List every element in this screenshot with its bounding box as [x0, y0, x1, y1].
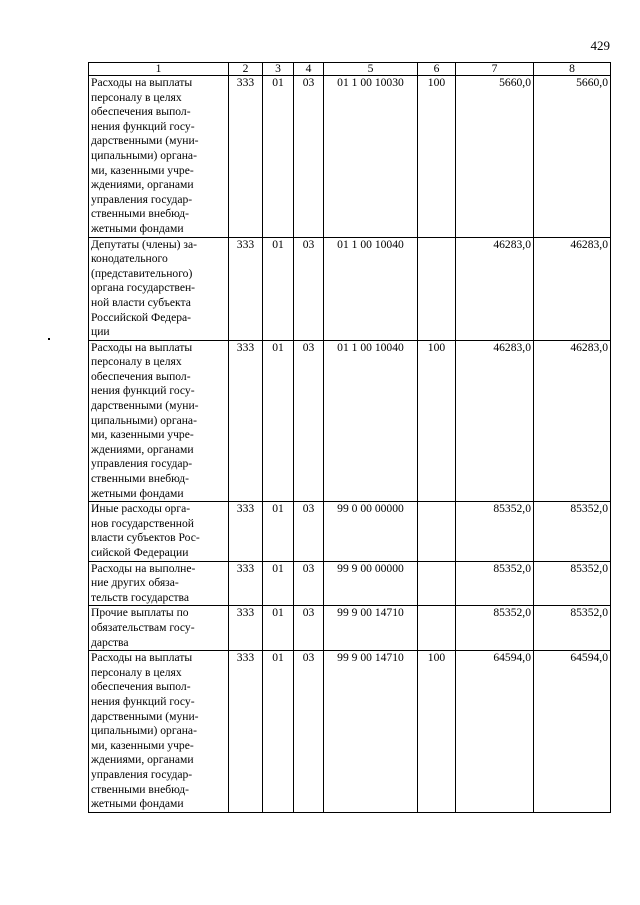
- amount-cell: 85352,0: [534, 502, 611, 561]
- expense-name-line: дарственными (муни-: [91, 709, 199, 723]
- target-article-cell: 99 9 00 14710: [324, 651, 418, 813]
- column-header: 3: [263, 63, 294, 76]
- ministry-code-cell: 333: [229, 237, 263, 340]
- expense-type-cell: [418, 606, 456, 651]
- expense-name-line: тельств государства: [91, 590, 190, 604]
- amount-cell: 64594,0: [534, 651, 611, 813]
- subsection-code-cell: 03: [294, 561, 324, 606]
- column-header: 1: [89, 63, 229, 76]
- subsection-code-cell: 03: [294, 651, 324, 813]
- target-article-cell: 99 9 00 14710: [324, 606, 418, 651]
- column-header: 4: [294, 63, 324, 76]
- target-article-cell: 99 0 00 00000: [324, 502, 418, 561]
- table-row: [89, 340, 611, 502]
- subsection-code-cell: 03: [294, 606, 324, 651]
- expense-name-line: (представительного): [91, 266, 193, 280]
- expense-name-line: обязательствам госу-: [91, 620, 195, 634]
- expense-name-line: ждениями, органами: [91, 178, 194, 192]
- amount-cell: 85352,0: [456, 561, 534, 606]
- expense-name-line: власти субъектов Рос-: [91, 531, 200, 545]
- expense-type-cell: 100: [418, 340, 456, 502]
- budget-table: [88, 62, 611, 813]
- expense-type-cell: [418, 561, 456, 606]
- expense-name-line: нения функций госу-: [91, 384, 195, 398]
- page-number: 429: [590, 38, 610, 53]
- expense-name-cell: [89, 340, 229, 502]
- expense-name-cell: [89, 76, 229, 238]
- expense-name-line: жетными фондами: [91, 797, 184, 811]
- ministry-code-cell: 333: [229, 76, 263, 238]
- expense-name-line: жетными фондами: [91, 486, 184, 500]
- expense-name-line: нения функций госу-: [91, 119, 195, 133]
- expense-name-line: обеспечения выпол-: [91, 369, 191, 383]
- expense-name-line: персоналу в целях: [91, 665, 182, 679]
- subsection-code-cell: 03: [294, 502, 324, 561]
- expense-name-cell: [89, 237, 229, 340]
- expense-name-line: Депутаты (члены) за-: [91, 237, 197, 251]
- expense-name-line: ждениями, органами: [91, 442, 194, 456]
- expense-name-cell: [89, 606, 229, 651]
- amount-cell: 85352,0: [534, 561, 611, 606]
- expense-name-line: ми, казенными учре-: [91, 163, 194, 177]
- amount-cell: 46283,0: [534, 340, 611, 502]
- expense-name-line: ми, казенными учре-: [91, 738, 194, 752]
- expense-name-line: управления государ-: [91, 192, 193, 206]
- expense-name-line: ственными внебюд-: [91, 207, 189, 221]
- section-code-cell: 01: [263, 561, 294, 606]
- target-article-cell: 01 1 00 10030: [324, 76, 418, 238]
- expense-name-cell: [89, 651, 229, 813]
- target-article-cell: 01 1 00 10040: [324, 237, 418, 340]
- column-header: 8: [534, 63, 611, 76]
- expense-name-line: дарственными (муни-: [91, 399, 199, 413]
- expense-name-line: ципальными) органа-: [91, 148, 197, 162]
- expense-name-line: обеспечения выпол-: [91, 105, 191, 119]
- table-row: [89, 561, 611, 606]
- expense-name-line: ственными внебюд-: [91, 782, 189, 796]
- section-code-cell: 01: [263, 76, 294, 238]
- subsection-code-cell: 03: [294, 237, 324, 340]
- table-header-row: [89, 63, 611, 76]
- expense-name-line: сийской Федерации: [91, 546, 189, 559]
- expense-name-line: ции: [91, 325, 110, 339]
- column-header: 7: [456, 63, 534, 76]
- section-code-cell: 01: [263, 502, 294, 561]
- expense-name-line: ние других обяза-: [91, 576, 179, 590]
- expense-name-line: дарственными (муни-: [91, 134, 199, 148]
- column-header: 6: [418, 63, 456, 76]
- amount-cell: 46283,0: [456, 237, 534, 340]
- amount-cell: 5660,0: [456, 76, 534, 238]
- subsection-code-cell: 03: [294, 340, 324, 502]
- expense-name-line: управления государ-: [91, 767, 193, 781]
- section-code-cell: 01: [263, 340, 294, 502]
- expense-name-line: дарства: [91, 635, 129, 649]
- expense-name-line: жетными фондами: [91, 221, 184, 235]
- amount-cell: 64594,0: [456, 651, 534, 813]
- subsection-code-cell: 03: [294, 76, 324, 238]
- column-header: 5: [324, 63, 418, 76]
- column-header: 2: [229, 63, 263, 76]
- expense-type-cell: 100: [418, 651, 456, 813]
- expense-name-line: Расходы на выплаты: [91, 651, 193, 665]
- ministry-code-cell: 333: [229, 502, 263, 561]
- table-row: [89, 502, 611, 561]
- expense-name-line: персоналу в целях: [91, 90, 182, 104]
- expense-name-line: конодательного: [91, 252, 168, 266]
- expense-name-line: управления государ-: [91, 457, 193, 471]
- expense-name-line: ной власти субъекта: [91, 295, 191, 309]
- expense-name-line: Прочие выплаты по: [91, 606, 189, 620]
- amount-cell: 46283,0: [456, 340, 534, 502]
- expense-name-line: Иные расходы орга-: [91, 502, 191, 516]
- amount-cell: 85352,0: [534, 606, 611, 651]
- expense-name-line: обеспечения выпол-: [91, 680, 191, 694]
- table-row: [89, 606, 611, 651]
- expense-name-line: Расходы на выплаты: [91, 340, 193, 354]
- expense-name-line: нов государственной: [91, 516, 195, 530]
- expense-name-line: Расходы на выплаты: [91, 76, 193, 89]
- expense-name-line: Расходы на выполне-: [91, 561, 196, 575]
- expense-type-cell: [418, 237, 456, 340]
- table-row: [89, 651, 611, 813]
- table-row: [89, 237, 611, 340]
- amount-cell: 5660,0: [534, 76, 611, 238]
- amount-cell: 85352,0: [456, 606, 534, 651]
- target-article-cell: 99 9 00 00000: [324, 561, 418, 606]
- expense-type-cell: 100: [418, 76, 456, 238]
- ministry-code-cell: 333: [229, 561, 263, 606]
- expense-name-cell: [89, 561, 229, 606]
- expense-name-line: ственными внебюд-: [91, 472, 189, 486]
- target-article-cell: 01 1 00 10040: [324, 340, 418, 502]
- section-code-cell: 01: [263, 237, 294, 340]
- expense-name-line: персоналу в целях: [91, 355, 182, 369]
- section-code-cell: 01: [263, 606, 294, 651]
- amount-cell: 46283,0: [534, 237, 611, 340]
- expense-name-line: Российской Федера-: [91, 310, 192, 324]
- ministry-code-cell: 333: [229, 651, 263, 813]
- expense-name-line: нения функций госу-: [91, 694, 195, 708]
- expense-name-line: ципальными) органа-: [91, 413, 197, 427]
- expense-type-cell: [418, 502, 456, 561]
- expense-name-cell: [89, 502, 229, 561]
- ministry-code-cell: 333: [229, 606, 263, 651]
- section-code-cell: 01: [263, 651, 294, 813]
- expense-name-line: ждениями, органами: [91, 753, 194, 767]
- table-row: [89, 76, 611, 238]
- expense-name-line: органа государствен-: [91, 281, 196, 295]
- stray-mark: [48, 338, 50, 340]
- amount-cell: 85352,0: [456, 502, 534, 561]
- expense-name-line: ципальными) органа-: [91, 724, 197, 738]
- expense-name-line: ми, казенными учре-: [91, 428, 194, 442]
- ministry-code-cell: 333: [229, 340, 263, 502]
